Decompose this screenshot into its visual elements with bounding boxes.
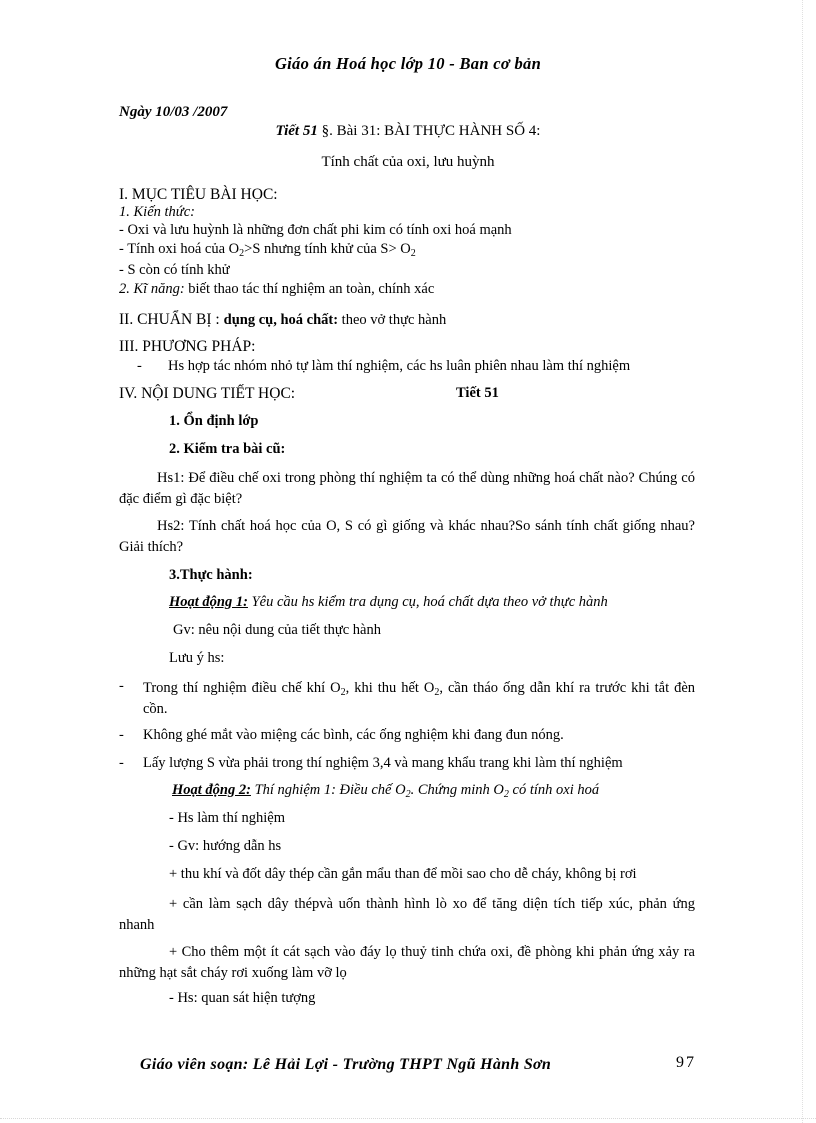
activity-2-line-6: - Hs: quan sát hiện tượng [169,990,316,1006]
section-4-period: Tiết 51 [456,385,499,401]
note-item-3: Lấy lượng S vừa phải trong thí nghiệm 3,4 và mang khẩu trang khi làm thí nghiệm [143,755,623,771]
activity-2-line-5: + Cho thêm một ít cát sạch vào đáy lọ thuỷ tinh chứa oxi, đề phòng khi phản ứng xảy ra những hạt sắt cháy rơi xuống làm vỡ lọ [119,944,695,981]
page-header: Giáo án Hoá học lớp 10 - Ban cơ bản [274,54,542,73]
page-footer: Giáo viên soạn: Lê Hải Lợi - Trường THPT Ngũ Hành Sơn [140,1056,552,1073]
dash-marker: - [119,755,124,771]
note-item-2: Không ghé mắt vào miệng các bình, các ống nghiệm khi đang đun nóng. [143,727,564,743]
activity-2-line-3: + thu khí và đốt dây thép cần gắn mẩu than để mồi sao cho dễ cháy, không bị rơi [169,866,637,882]
activity-2-heading: Hoạt động 2: Thí nghiệm 1: Điều chế $O_2$. Chứng minh $O_2$ có tính oxi hoá [172,782,600,800]
knowledge-line-3: - S còn có tính khử [119,262,230,278]
activity-1-label: Hoạt động 1: [169,594,248,610]
activity-2-line-1: - Hs làm thí nghiệm [169,810,285,826]
note-item-1: Trong thí nghiệm điều chế khí $O_2$, khi thu hết $O_2$, cần tháo ống dẫn khí ra trước khi tắt đèn cồn. [143,680,696,717]
dash-marker: - [137,358,142,374]
lesson-date: Ngày 10/03 /2007 [119,104,228,120]
activity-1-gv: Gv: nêu nội dung của tiết thực hành [173,622,381,638]
section-2-heading: II. CHUẨN BỊ : dụng cụ, hoá chất: theo vở thực hành [119,311,447,328]
method-item: Hs hợp tác nhóm nhỏ tự làm thí nghiệm, các hs luân phiên nhau làm thí nghiệm [168,358,631,374]
step-1: 1. Ổn định lớp [169,413,259,429]
activity-2-line-4: + cần làm sạch dây thépvà uốn thành hình lò xo để tăng diện tích tiếp xúc, phản ứng nhanh [119,896,695,933]
skill-line: 2. Kĩ năng: biết thao tác thí nghiệm an toàn, chính xác [119,281,435,297]
knowledge-label: 1. Kiến thức: [119,204,195,220]
lesson-title [0,123,816,140]
activity-2-label: Hoạt động 2: [172,782,251,798]
question-hs1: Hs1: Để điều chế oxi trong phòng thí nghiệm ta có thể dùng những hoá chất nào? Chúng có đặc điểm gì đặc biệt? [119,470,695,507]
lesson-title-text: §. Bài 31: BÀI THỰC HÀNH SỐ 4: [321,123,541,139]
dash-marker: - [119,727,124,743]
lesson-subtitle: Tính chất của oxi, lưu huỳnh [321,154,495,170]
knowledge-line-1: - Oxi và lưu huỳnh là những đơn chất phi kim có tính oxi hoá mạnh [119,222,512,238]
activity-1-note-label: Lưu ý hs: [169,650,225,666]
section-3-heading: III. PHƯƠNG PHÁP: [119,338,256,355]
lesson-period: Tiết 51 [275,123,318,139]
step-3: 3.Thực hành: [169,567,253,583]
step-2: 2. Kiểm tra bài cũ: [169,441,286,457]
knowledge-line-2: - Tính oxi hoá của $O_2>S$ nhưng tính khử của $S> O_2$ [119,241,416,259]
section-4-heading: IV. NỘI DUNG TIẾT HỌC: [119,385,296,402]
activity-1-heading: Hoạt động 1: Yêu cầu hs kiểm tra dụng cụ, hoá chất dựa theo vở thực hành [169,594,608,610]
section-1-heading: I. MỤC TIÊU BÀI HỌC: [119,186,278,203]
skill-label: 2. Kĩ năng: [119,281,185,297]
activity-2-line-2: - Gv: hướng dẫn hs [169,838,282,854]
page-number: 97 [676,1054,696,1071]
page-bottom-border [0,1118,816,1119]
dash-marker: - [119,678,124,694]
question-hs2: Hs2: Tính chất hoá học của O, S có gì giống và khác nhau?So sánh tính chất giống nhau?Giải thích? [119,518,695,555]
